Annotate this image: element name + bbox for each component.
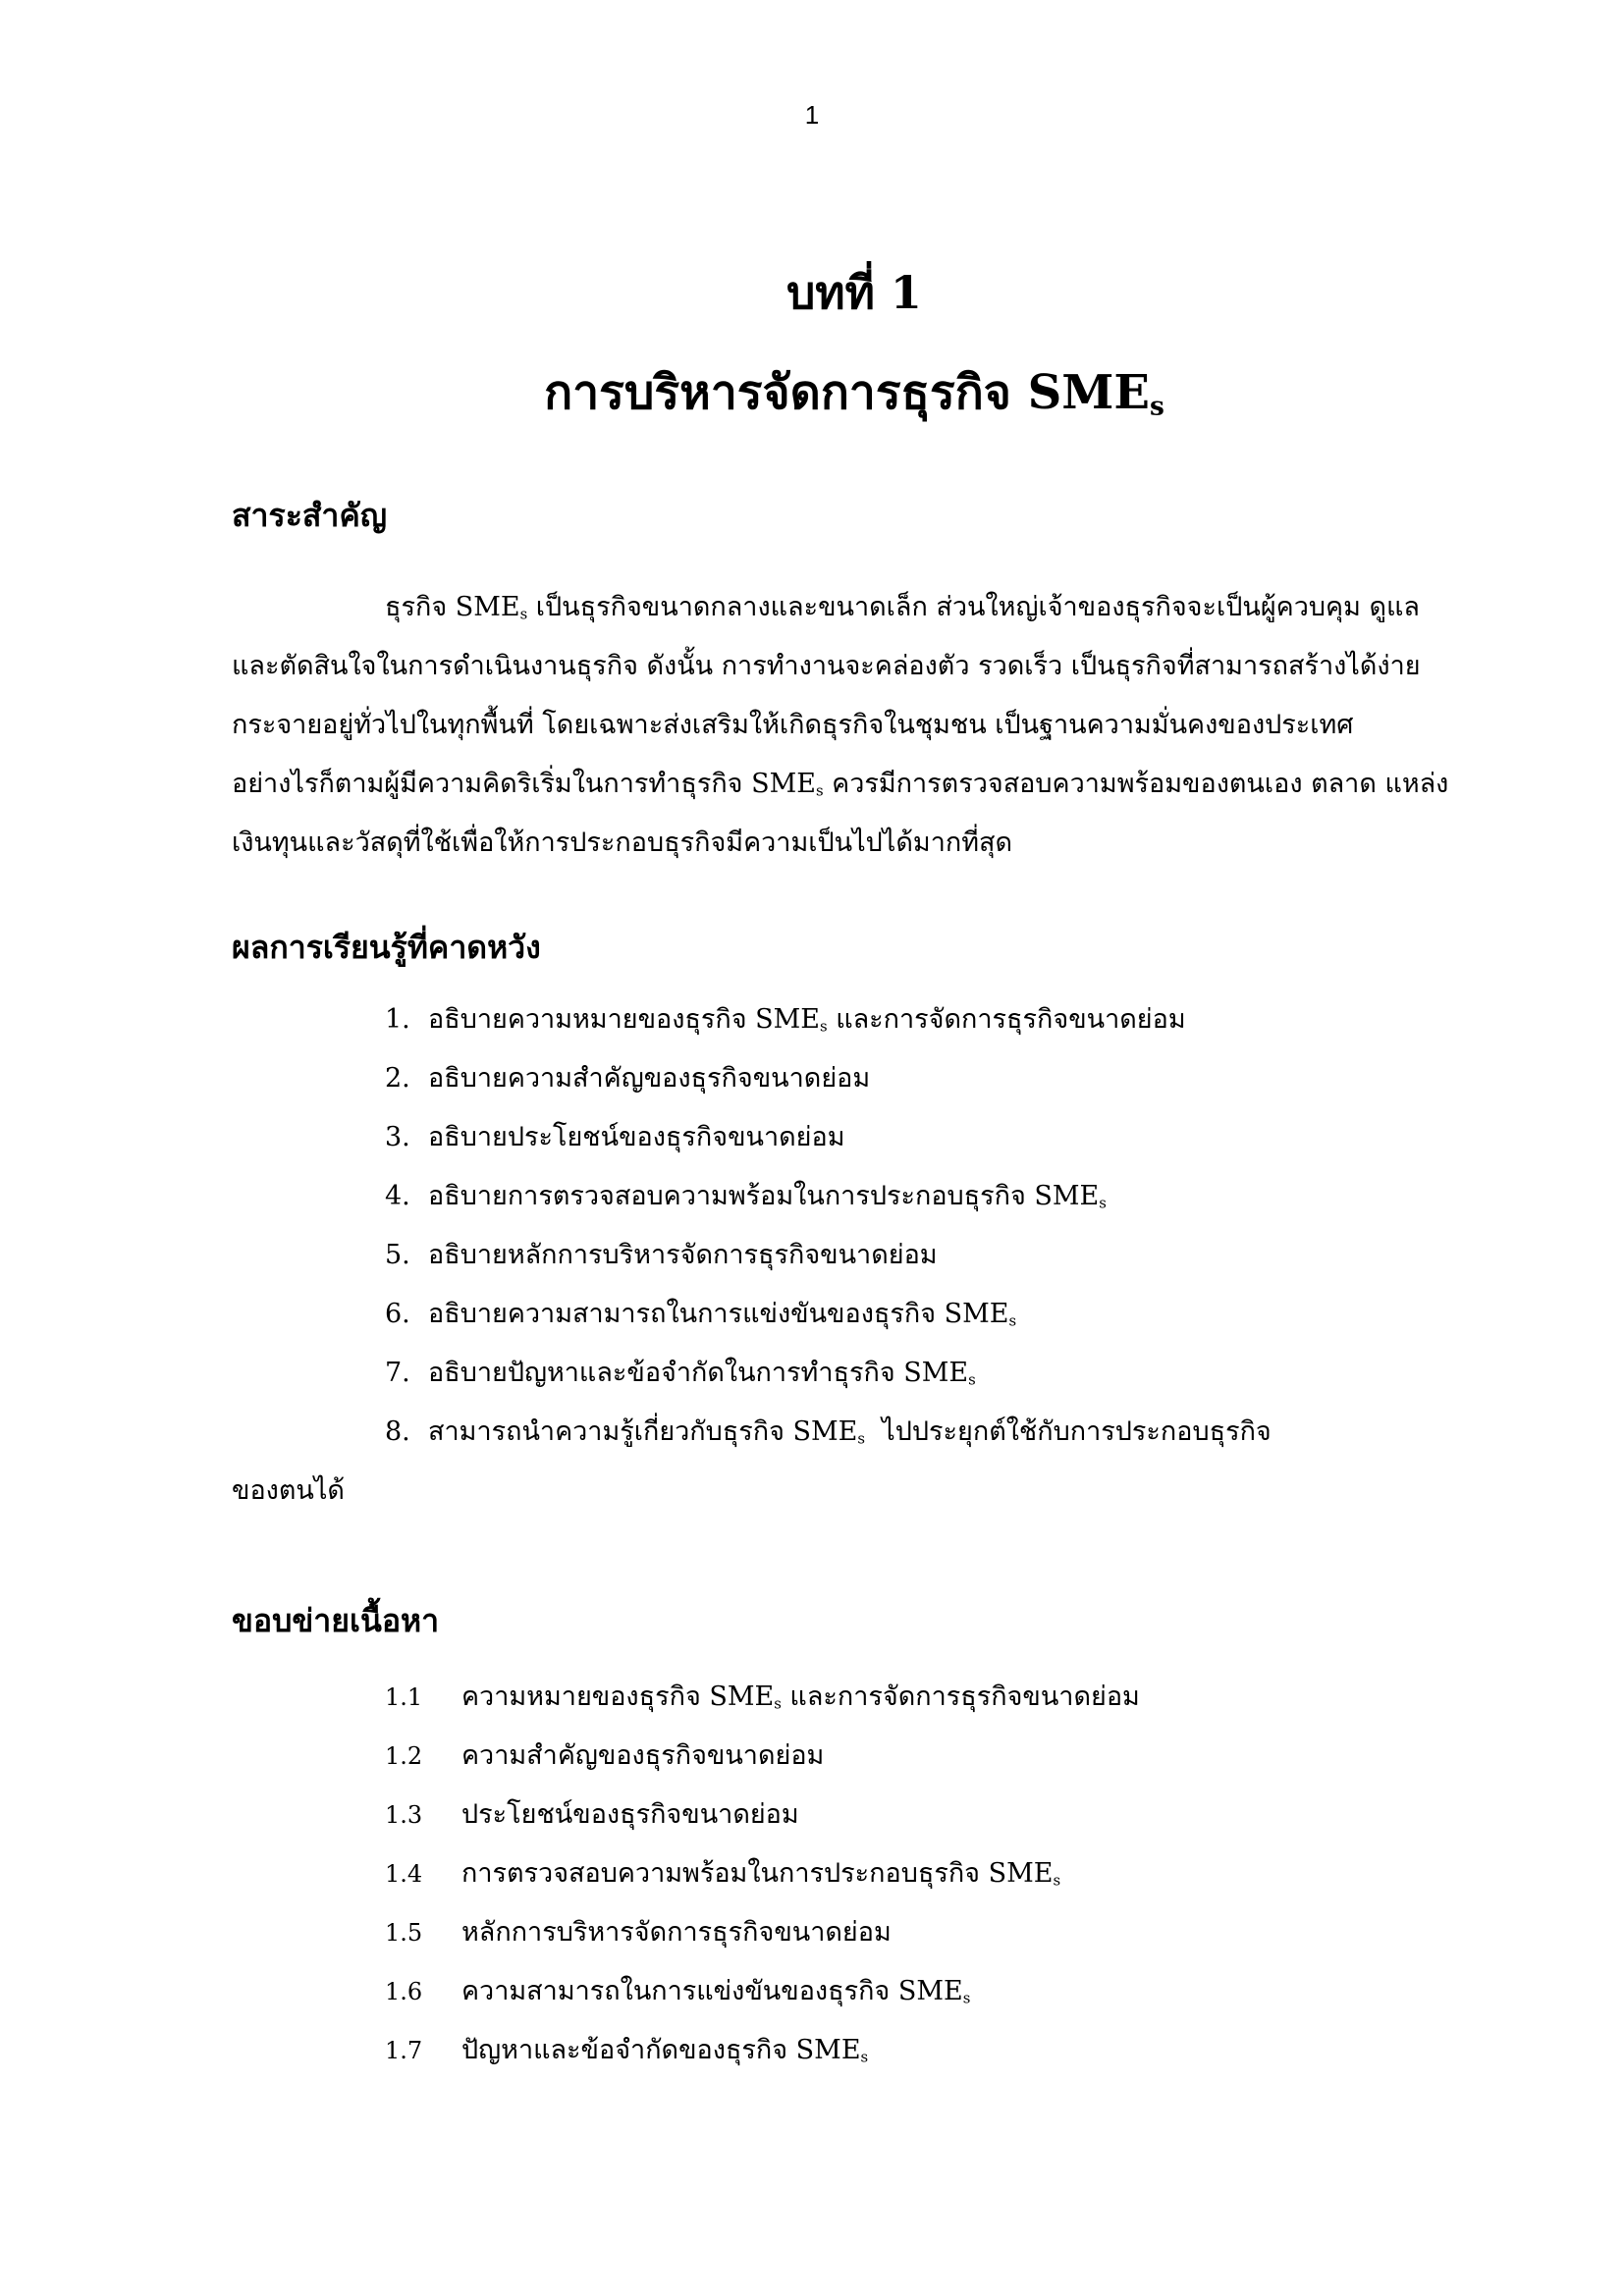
summary-line: และตัดสินใจในการดำเนินงานธุรกิจ ดังนั้น การทำงานจะคล่องตัว รวดเร็ว เป็นธุรกิจที่สามารถสร้างได้ง่าย — [232, 651, 1421, 681]
summary-heading: สาระสำคัญ — [232, 497, 388, 534]
outcome-item: 2. อธิบายความสำคัญของธุรกิจขนาดย่อม — [385, 1063, 871, 1094]
chapter-title — [0, 355, 1624, 430]
page-number: 1 — [804, 100, 820, 130]
scope-item: 1.5 หลักการบริหารจัดการธุรกิจขนาดย่อม — [385, 1917, 892, 1948]
scope-item: 1.2 ความสำคัญของธุรกิจขนาดย่อม — [385, 1740, 825, 1771]
scope-item: 1.7 ปัญหาและข้อจำกัดของธุรกิจ $SME_s$ — [385, 2035, 869, 2066]
chapter-title-text: การบริหารจัดการธุรกิจ SME — [544, 365, 1150, 420]
summary-line: เงินทุนและวัสดุที่ใช้เพื่อให้การประกอบธุรกิจมีความเป็นไปได้มากที่สุด — [232, 828, 1013, 858]
outcome-item: 7. อธิบายปัญหาและข้อจำกัดในการทำธุรกิจ $SME_s$ — [385, 1358, 976, 1389]
outcome-item: 6. อธิบายความสามารถในการแข่งขันของธุรกิจ $SME_s$ — [385, 1299, 1017, 1330]
scope-item: 1.1 ความหมายของธุรกิจ $SME_s$ และการจัดการธุรกิจขนาดย่อม — [385, 1682, 1140, 1713]
outcome-item: 5. อธิบายหลักการบริหารจัดการธุรกิจขนาดย่อม — [385, 1240, 938, 1270]
scope-heading: ขอบข่ายเนื้อหา — [232, 1602, 440, 1639]
outcome-item: 8. สามารถนำความรู้เกี่ยวกับธุรกิจ $SME_s$ ไปประยุกต์ใช้กับการประกอบธุรกิจ — [385, 1416, 1272, 1448]
chapter-title-subscript: s — [1150, 391, 1164, 422]
outcome-item: 4. อธิบายการตรวจสอบความพร้อมในการประกอบธุรกิจ $SME_s$ — [385, 1181, 1107, 1212]
scope-item: 1.4 การตรวจสอบความพร้อมในการประกอบธุรกิจ $SME_s$ — [385, 1858, 1061, 1890]
summary-line: ธุรกิจ $SME_s$ เป็นธุรกิจขนาดกลางและขนาดเล็ก ส่วนใหญ่เจ้าของธุรกิจจะเป็นผู้ควบคุม ดูแล — [385, 592, 1420, 623]
summary-line: อย่างไรก็ตามผู้มีความคิดริเริ่มในการทำธุรกิจ $SME_s$ ควรมีการตรวจสอบความพร้อมของตนเอง ตลาด แหล่ง — [232, 769, 1449, 800]
outcome-item: 3. อธิบายประโยชน์ของธุรกิจขนาดย่อม — [385, 1122, 845, 1152]
outcomes-heading: ผลการเรียนรู้ที่คาดหวัง — [232, 929, 541, 966]
chapter-label: บทที่ 1 — [786, 266, 922, 319]
summary-line: กระจายอยู่ทั่วไปในทุกพื้นที่ โดยเฉพาะส่งเสริมให้เกิดธุรกิจในชุมชน เป็นฐานความมั่นคงของประเทศ — [232, 710, 1354, 740]
scope-item: 1.3 ประโยชน์ของธุรกิจขนาดย่อม — [385, 1799, 799, 1830]
outcome-continuation: ของตนได้ — [232, 1475, 345, 1506]
scope-item: 1.6 ความสามารถในการแข่งขันของธุรกิจ $SME_s$ — [385, 1976, 971, 2007]
outcome-item: 1. อธิบายความหมายของธุรกิจ $SME_s$ และการจัดการธุรกิจขนาดย่อม — [385, 1004, 1186, 1036]
